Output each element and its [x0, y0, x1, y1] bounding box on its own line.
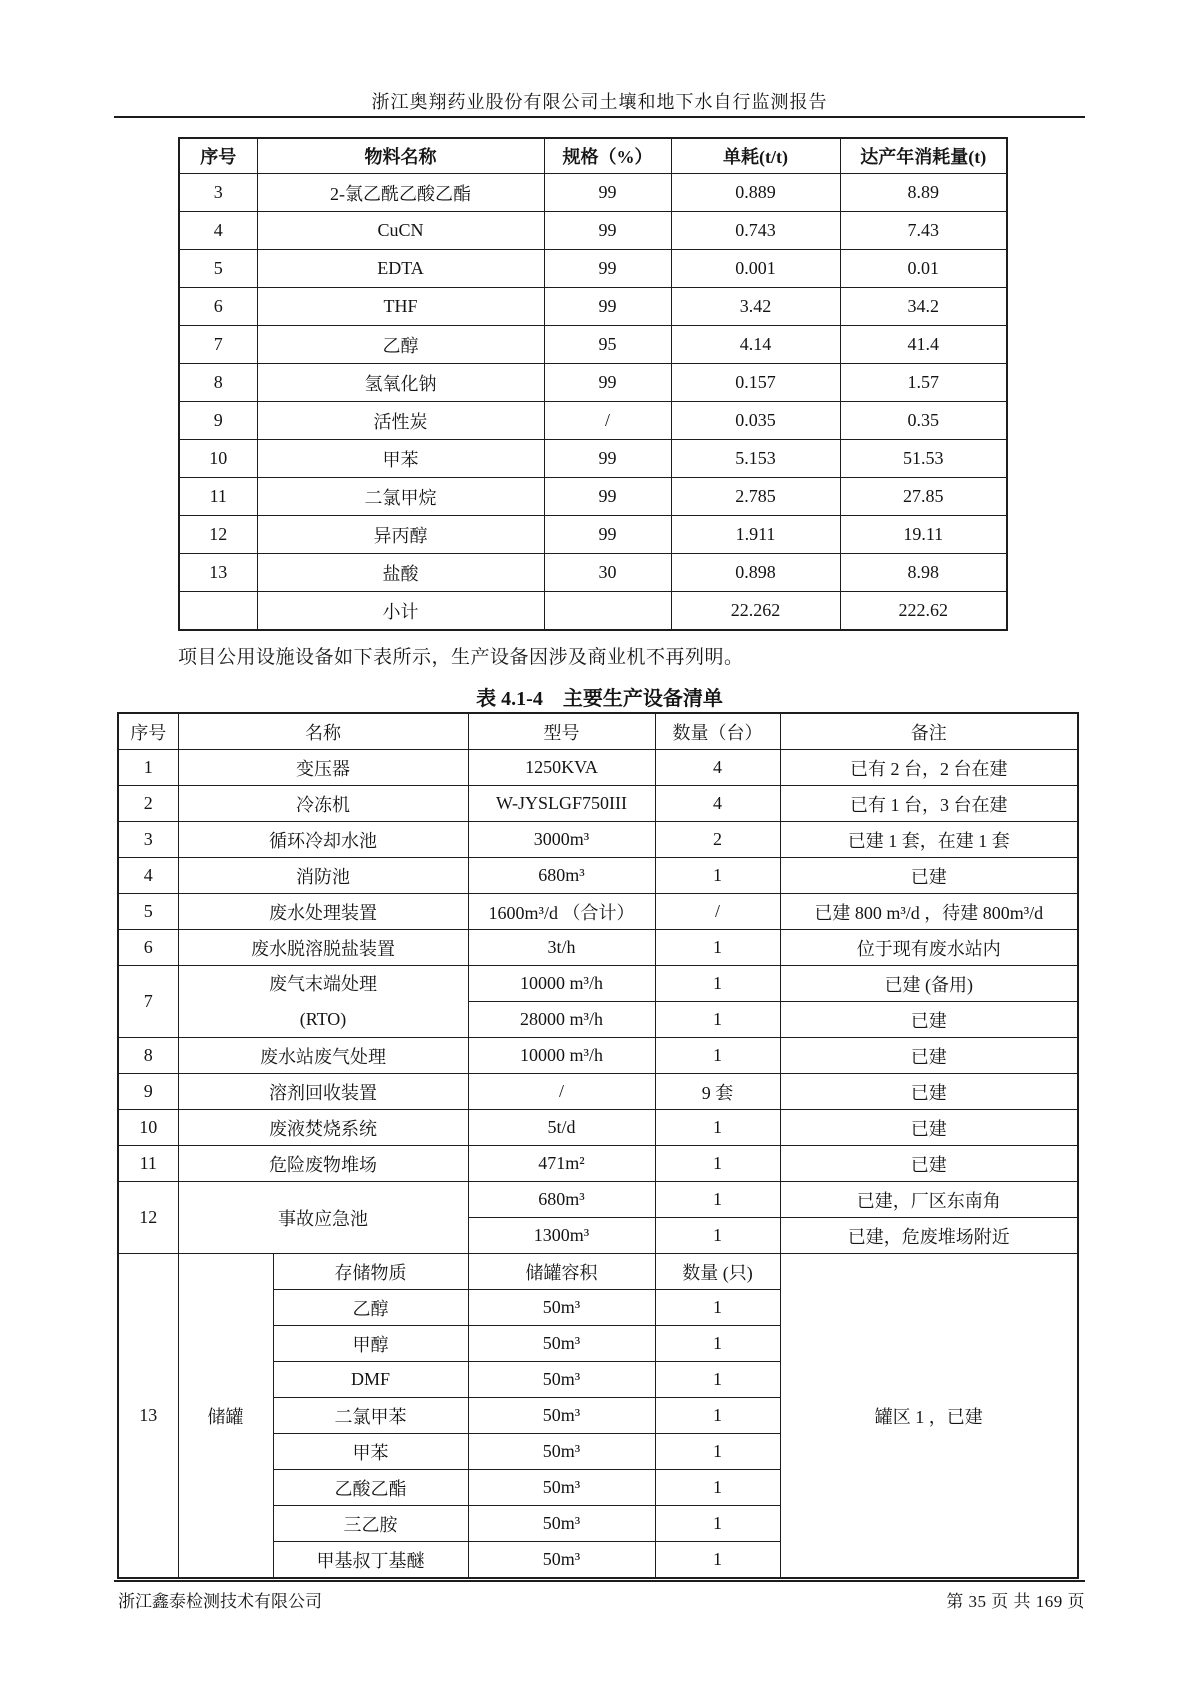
seq-cell: 10 [118, 1110, 178, 1146]
materials-table [178, 137, 1008, 631]
seq-cell: 13 [179, 554, 257, 592]
remark-cell: 已建 [780, 1074, 1078, 1110]
table-row [118, 1110, 1078, 1146]
substance-cell: 乙酸乙酯 [273, 1470, 468, 1506]
seq-cell: 2 [118, 786, 178, 822]
spec-cell: 99 [544, 440, 671, 478]
quantity-cell: 1 [655, 1038, 780, 1074]
material-name-cell: THF [257, 288, 544, 326]
equipment-name-cell: 废液焚烧系统 [178, 1110, 468, 1146]
col-header-name: 名称 [178, 713, 468, 750]
unit-consumption-cell: 0.157 [671, 364, 840, 402]
seq-cell: 7 [118, 966, 178, 1038]
remark-cell: 已有 1 台，3 台在建 [780, 786, 1078, 822]
quantity-cell: 1 [655, 966, 780, 1002]
substance-cell: 甲基叔丁基醚 [273, 1542, 468, 1579]
col-header-annual-consumption: 达产年消耗量(t) [840, 138, 1007, 174]
remark-cell: 已建 1 套，在建 1 套 [780, 822, 1078, 858]
material-name-cell: CuCN [257, 212, 544, 250]
spec-cell: / [544, 402, 671, 440]
seq-cell: 8 [118, 1038, 178, 1074]
spec-cell: 99 [544, 364, 671, 402]
quantity-cell: 9 套 [655, 1074, 780, 1110]
intro-paragraph: 项目公用设施设备如下表所示，生产设备因涉及商业机不再列明。 [178, 647, 744, 668]
tank-quantity-cell: 1 [655, 1362, 780, 1398]
seq-cell: 7 [179, 326, 257, 364]
col-header-seq: 序号 [118, 713, 178, 750]
tank-volume-cell: 50m³ [468, 1470, 655, 1506]
sub-col-header-tank-quantity: 数量 (只) [655, 1254, 780, 1290]
annual-consumption-cell: 0.35 [840, 402, 1007, 440]
seq-cell: 9 [118, 1074, 178, 1110]
equipment-name-cell: 事故应急池 [178, 1182, 468, 1254]
unit-consumption-cell: 0.001 [671, 250, 840, 288]
seq-cell: 6 [179, 288, 257, 326]
table-row [179, 364, 1007, 402]
spec-cell: 95 [544, 326, 671, 364]
annual-consumption-cell: 27.85 [840, 478, 1007, 516]
remark-cell: 已建 800 m³/d ，待建 800m³/d [780, 894, 1078, 930]
seq-cell: 5 [179, 250, 257, 288]
table-row [179, 326, 1007, 364]
material-name-cell: 二氯甲烷 [257, 478, 544, 516]
header-rule [114, 116, 1085, 118]
seq-cell [179, 592, 257, 631]
col-header-material-name: 物料名称 [257, 138, 544, 174]
equipment-table [117, 712, 1079, 1579]
model-cell: 1600m³/d （合计） [468, 894, 655, 930]
seq-cell: 1 [118, 750, 178, 786]
tank-quantity-cell: 1 [655, 1434, 780, 1470]
tank-volume-cell: 50m³ [468, 1362, 655, 1398]
equipment-name-cell: 废水站废气处理 [178, 1038, 468, 1074]
footer-rule [114, 1580, 1085, 1582]
table-row [179, 440, 1007, 478]
equipment-name-cell: 消防池 [178, 858, 468, 894]
equipment-name-cell: 变压器 [178, 750, 468, 786]
remark-cell: 已建 [780, 1110, 1078, 1146]
table-row [118, 1254, 1078, 1290]
equipment-name-cell: 废水处理装置 [178, 894, 468, 930]
materials-header-row [179, 138, 1007, 174]
tank-area-remark-cell: 罐区 1 ，已建 [780, 1254, 1078, 1579]
equipment-name-cell: 溶剂回收装置 [178, 1074, 468, 1110]
quantity-cell: 1 [655, 1218, 780, 1254]
annual-consumption-cell: 0.01 [840, 250, 1007, 288]
seq-cell: 11 [118, 1146, 178, 1182]
annual-consumption-cell: 34.2 [840, 288, 1007, 326]
spec-cell [544, 592, 671, 631]
table-row [118, 858, 1078, 894]
quantity-cell: 1 [655, 930, 780, 966]
equipment-name-cell: 废水脱溶脱盐装置 [178, 930, 468, 966]
equipment-name-cell: 危险废物堆场 [178, 1146, 468, 1182]
footer-company-name: 浙江鑫泰检测技术有限公司 [118, 1592, 322, 1611]
unit-consumption-cell: 4.14 [671, 326, 840, 364]
table-row [118, 786, 1078, 822]
subtotal-label-cell: 小计 [257, 592, 544, 631]
tank-volume-cell: 50m³ [468, 1434, 655, 1470]
page-header-title: 浙江奥翔药业股份有限公司土壤和地下水自行监测报告 [371, 92, 828, 112]
table-row [118, 1182, 1078, 1218]
model-cell: 680m³ [468, 858, 655, 894]
spec-cell: 99 [544, 250, 671, 288]
spec-cell: 99 [544, 174, 671, 212]
model-cell: 28000 m³/h [468, 1002, 655, 1038]
annual-consumption-cell: 8.89 [840, 174, 1007, 212]
page-footer [118, 1587, 1085, 1612]
equipment-table-title: 表 4.1-4 主要生产设备清单 [476, 688, 723, 710]
material-name-cell: 活性炭 [257, 402, 544, 440]
col-header-quantity: 数量（台） [655, 713, 780, 750]
quantity-cell: 4 [655, 786, 780, 822]
quantity-cell: 2 [655, 822, 780, 858]
quantity-cell: 1 [655, 1110, 780, 1146]
tank-quantity-cell: 1 [655, 1542, 780, 1579]
unit-consumption-cell: 0.898 [671, 554, 840, 592]
col-header-unit-consumption: 单耗(t/t) [671, 138, 840, 174]
table-row [179, 288, 1007, 326]
substance-cell: 乙醇 [273, 1290, 468, 1326]
unit-consumption-cell: 5.153 [671, 440, 840, 478]
spec-cell: 99 [544, 478, 671, 516]
annual-consumption-cell: 7.43 [840, 212, 1007, 250]
model-cell: 10000 m³/h [468, 1038, 655, 1074]
model-cell: 3000m³ [468, 822, 655, 858]
seq-cell: 9 [179, 402, 257, 440]
table-row [118, 1146, 1078, 1182]
seq-cell: 11 [179, 478, 257, 516]
unit-consumption-cell: 0.035 [671, 402, 840, 440]
substance-cell: DMF [273, 1362, 468, 1398]
model-cell: / [468, 1074, 655, 1110]
table-row [118, 750, 1078, 786]
remark-cell: 已建 [780, 858, 1078, 894]
tank-volume-cell: 50m³ [468, 1506, 655, 1542]
substance-cell: 甲醇 [273, 1326, 468, 1362]
material-name-cell: 异丙醇 [257, 516, 544, 554]
annual-consumption-cell: 51.53 [840, 440, 1007, 478]
seq-cell: 5 [118, 894, 178, 930]
material-name-cell: 盐酸 [257, 554, 544, 592]
remark-cell: 已建 [780, 1038, 1078, 1074]
material-name-cell: EDTA [257, 250, 544, 288]
seq-cell: 6 [118, 930, 178, 966]
table-row [118, 1074, 1078, 1110]
tank-volume-cell: 50m³ [468, 1326, 655, 1362]
quantity-cell: 1 [655, 1182, 780, 1218]
material-name-cell: 2-氯乙酰乙酸乙酯 [257, 174, 544, 212]
quantity-cell: 1 [655, 1002, 780, 1038]
material-name-cell: 乙醇 [257, 326, 544, 364]
table-row [179, 478, 1007, 516]
remark-cell: 已建 [780, 1002, 1078, 1038]
model-cell: 471m² [468, 1146, 655, 1182]
remark-cell: 已有 2 台，2 台在建 [780, 750, 1078, 786]
sub-col-header-substance: 存储物质 [273, 1254, 468, 1290]
table-row [118, 894, 1078, 930]
model-cell: 1250KVA [468, 750, 655, 786]
tank-quantity-cell: 1 [655, 1398, 780, 1434]
material-name-cell: 氢氧化钠 [257, 364, 544, 402]
subtotal-row [179, 592, 1007, 631]
model-cell: 680m³ [468, 1182, 655, 1218]
remark-cell: 已建 [780, 1146, 1078, 1182]
equipment-header-row [118, 713, 1078, 750]
unit-consumption-cell: 0.889 [671, 174, 840, 212]
quantity-cell: / [655, 894, 780, 930]
tank-quantity-cell: 1 [655, 1506, 780, 1542]
table-row [179, 516, 1007, 554]
annual-consumption-cell: 8.98 [840, 554, 1007, 592]
model-cell: 1300m³ [468, 1218, 655, 1254]
table-row [179, 402, 1007, 440]
unit-consumption-cell: 1.911 [671, 516, 840, 554]
quantity-cell: 4 [655, 750, 780, 786]
footer-page-number: 第 35 页 共 169 页 [946, 1592, 1085, 1611]
annual-consumption-cell: 1.57 [840, 364, 1007, 402]
seq-cell: 13 [118, 1254, 178, 1579]
annual-consumption-cell: 41.4 [840, 326, 1007, 364]
tank-quantity-cell: 1 [655, 1470, 780, 1506]
equipment-name-line1: 废气末端处理 [269, 973, 377, 994]
tank-quantity-cell: 1 [655, 1326, 780, 1362]
substance-cell: 甲苯 [273, 1434, 468, 1470]
remark-cell: 已建，厂区东南角 [780, 1182, 1078, 1218]
unit-consumption-cell: 2.785 [671, 478, 840, 516]
seq-cell: 10 [179, 440, 257, 478]
tank-volume-cell: 50m³ [468, 1542, 655, 1579]
quantity-cell: 1 [655, 858, 780, 894]
substance-cell: 二氯甲苯 [273, 1398, 468, 1434]
material-name-cell: 甲苯 [257, 440, 544, 478]
equipment-name-line2: (RTO) [299, 1008, 347, 1029]
seq-cell: 8 [179, 364, 257, 402]
table-row [179, 250, 1007, 288]
tank-volume-cell: 50m³ [468, 1398, 655, 1434]
table-row [179, 174, 1007, 212]
sub-col-header-tank-volume: 储罐容积 [468, 1254, 655, 1290]
equipment-name-cell: 冷冻机 [178, 786, 468, 822]
remark-cell: 已建，危废堆场附近 [780, 1218, 1078, 1254]
seq-cell: 3 [179, 174, 257, 212]
quantity-cell: 1 [655, 1146, 780, 1182]
seq-cell: 12 [179, 516, 257, 554]
spec-cell: 99 [544, 288, 671, 326]
table-row [118, 822, 1078, 858]
equipment-name-cell: 储罐 [178, 1254, 273, 1579]
table-row [179, 212, 1007, 250]
tank-quantity-cell: 1 [655, 1290, 780, 1326]
col-header-seq: 序号 [179, 138, 257, 174]
table-row [118, 1038, 1078, 1074]
subtotal-annual-consumption-cell: 222.62 [840, 592, 1007, 631]
table-row [118, 966, 1078, 1002]
unit-consumption-cell: 0.743 [671, 212, 840, 250]
seq-cell: 12 [118, 1182, 178, 1254]
seq-cell: 3 [118, 822, 178, 858]
annual-consumption-cell: 19.11 [840, 516, 1007, 554]
unit-consumption-cell: 3.42 [671, 288, 840, 326]
remark-cell: 已建 (备用) [780, 966, 1078, 1002]
substance-cell: 三乙胺 [273, 1506, 468, 1542]
spec-cell: 30 [544, 554, 671, 592]
subtotal-unit-consumption-cell: 22.262 [671, 592, 840, 631]
spec-cell: 99 [544, 516, 671, 554]
seq-cell: 4 [118, 858, 178, 894]
table-row [179, 554, 1007, 592]
spec-cell: 99 [544, 212, 671, 250]
equipment-name-cell: 循环冷却水池 [178, 822, 468, 858]
col-header-spec: 规格（%） [544, 138, 671, 174]
table-row [118, 930, 1078, 966]
model-cell: W-JYSLGF750III [468, 786, 655, 822]
col-header-remark: 备注 [780, 713, 1078, 750]
remark-cell: 位于现有废水站内 [780, 930, 1078, 966]
tank-volume-cell: 50m³ [468, 1290, 655, 1326]
col-header-model: 型号 [468, 713, 655, 750]
model-cell: 3t/h [468, 930, 655, 966]
seq-cell: 4 [179, 212, 257, 250]
model-cell: 5t/d [468, 1110, 655, 1146]
equipment-name-cell [178, 966, 468, 1038]
model-cell: 10000 m³/h [468, 966, 655, 1002]
